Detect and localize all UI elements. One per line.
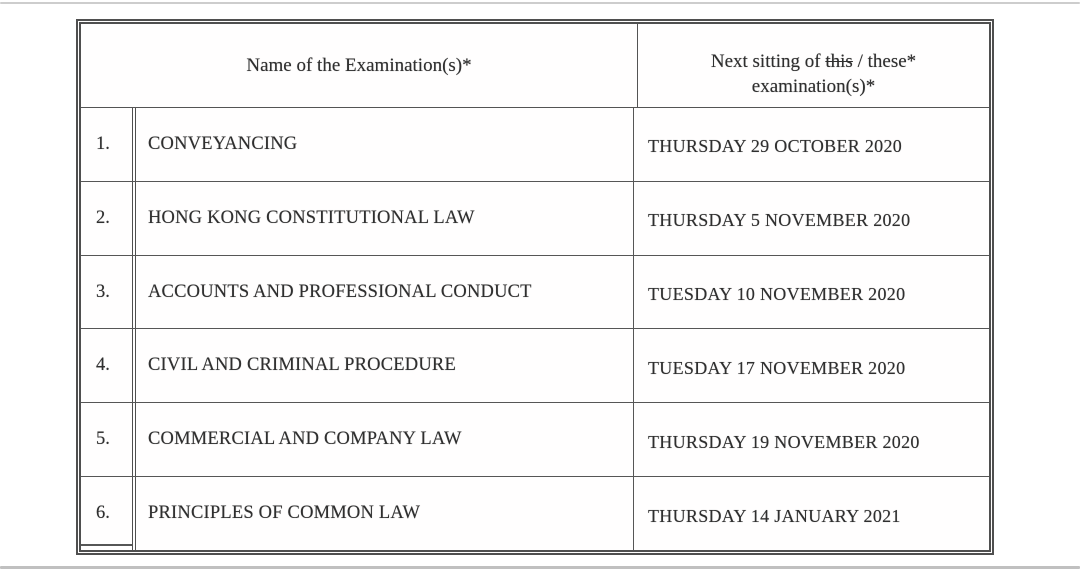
row-number-cell: 4. [81,329,136,402]
exam-name-cell: ACCOUNTS AND PROFESSIONAL CONDUCT [136,256,634,329]
exam-date-cell: THURSDAY 29 OCTOBER 2020 [648,136,903,157]
exam-name-cell: CIVIL AND CRIMINAL PROCEDURE [136,329,634,402]
table-row [81,182,989,256]
exam-name-cell: CONVEYANCING [136,108,634,181]
exam-date-cell: TUESDAY 17 NOVEMBER 2020 [648,357,906,378]
table-row [81,403,989,477]
exam-date-cell: THURSDAY 19 NOVEMBER 2020 [648,431,920,452]
table-row [81,329,989,403]
scan-artifact-line-top [0,2,1080,4]
row-number-cell: 6. [81,477,136,550]
header-cell-exam-name [81,24,638,107]
row-number-cell: 1. [81,108,136,181]
scan-artifact-line-bottom [0,566,1080,569]
next-sitting-prefix: Next sitting of [710,50,826,72]
next-sitting-struck-this: this [825,50,853,72]
header-cell-next-sitting [638,24,989,107]
exam-date-cell: TUESDAY 10 NOVEMBER 2020 [648,284,906,305]
table-row [81,108,989,182]
header-next-sitting-line2: examination(s)* [751,75,876,97]
exam-date-cell: THURSDAY 14 JANUARY 2021 [648,505,901,526]
row-number-cell: 5. [81,403,136,476]
header-exam-name-label: Name of the Examination(s)* [246,54,472,76]
row-number-cell: 3. [81,256,136,329]
table-row [81,477,989,550]
exam-name-cell: HONG KONG CONSTITUTIONAL LAW [136,182,634,255]
exam-name-cell: PRINCIPLES OF COMMON LAW [136,477,634,550]
row-number-cell: 2. [81,182,136,255]
examinations-schedule-table [76,19,994,555]
table-row [81,256,989,330]
table-header-row [81,24,989,108]
next-sitting-suffix: / these* [852,50,917,72]
exam-date-cell: THURSDAY 5 NOVEMBER 2020 [648,210,911,231]
exam-name-cell: COMMERCIAL AND COMPANY LAW [136,403,634,476]
header-next-sitting-line1 [711,49,916,74]
